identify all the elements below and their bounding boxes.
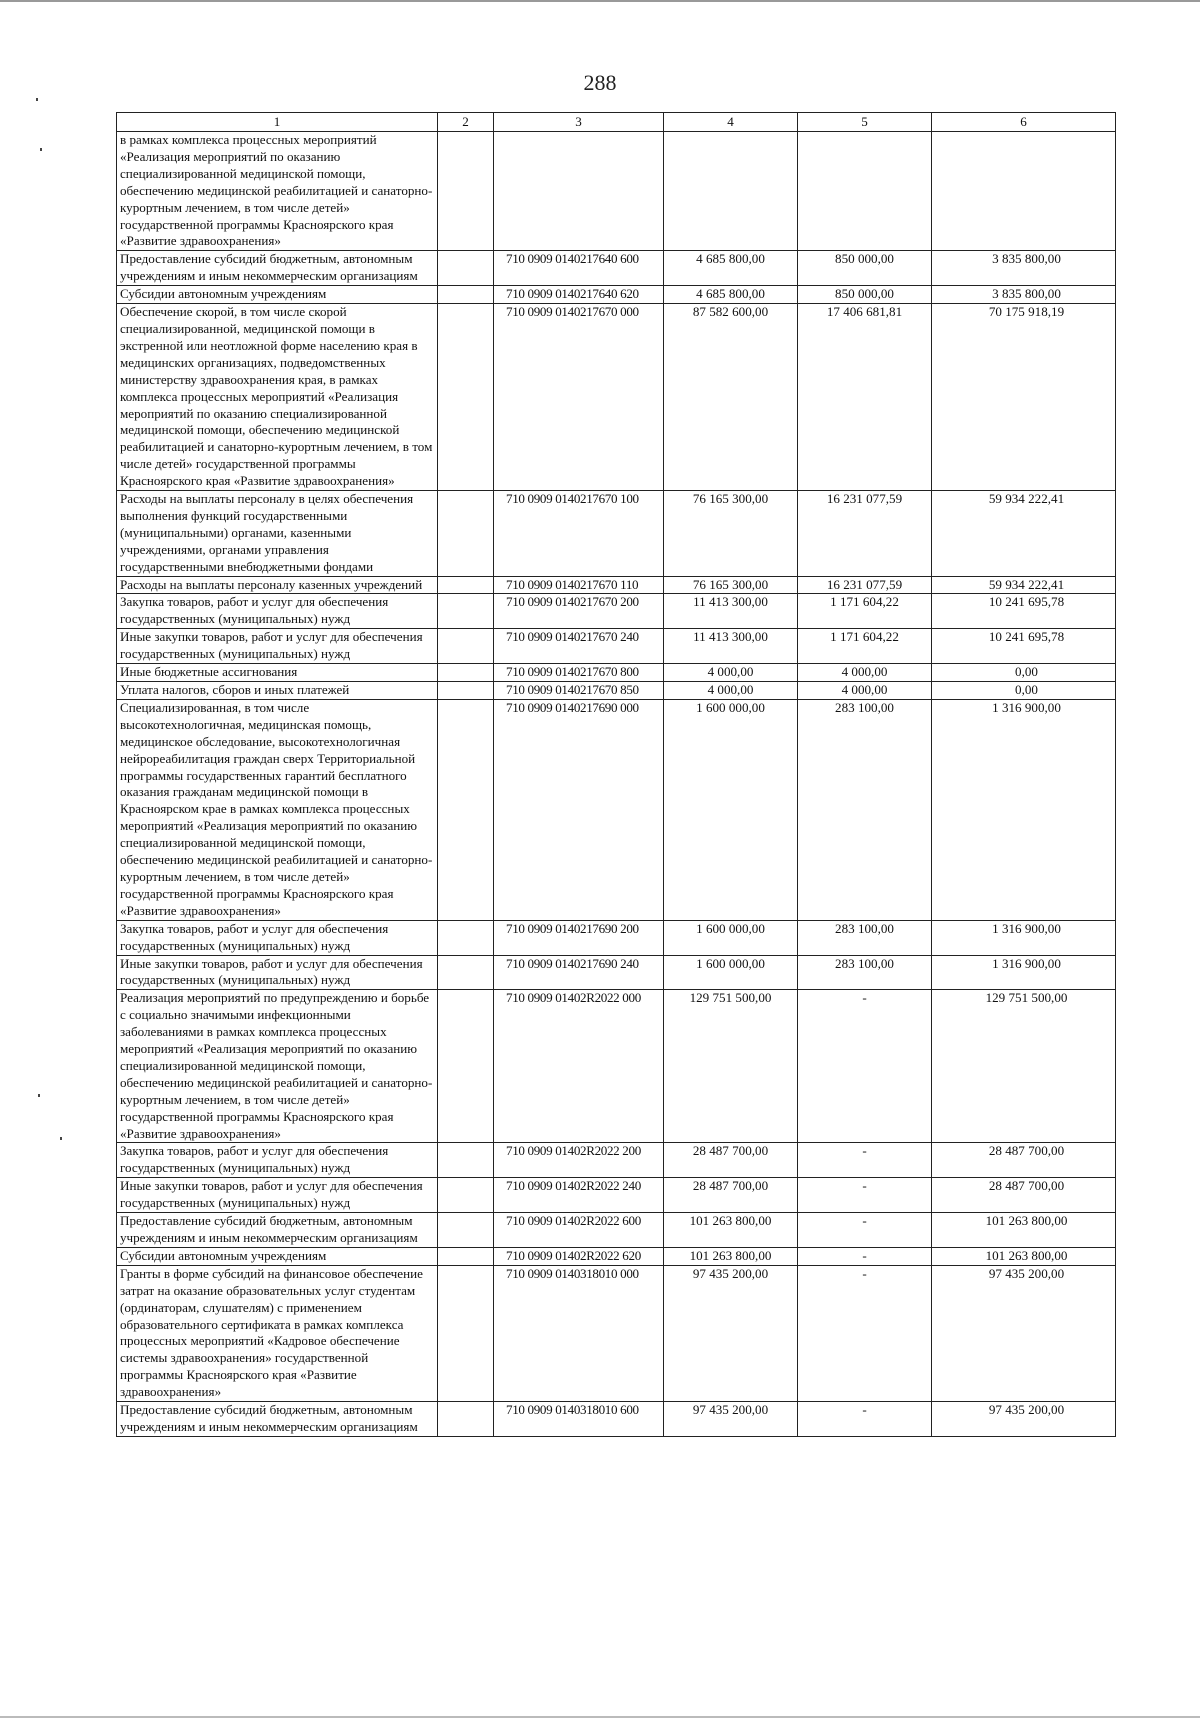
row-name-cell: Иные закупки товаров, работ и услуг для обеспечения государственных (муниципальных) нужд <box>117 629 438 664</box>
row-col2-cell <box>438 920 494 955</box>
row-name-cell: Закупка товаров, работ и услуг для обеспечения государственных (муниципальных) нужд <box>117 1143 438 1178</box>
row-executed-cell: 1 171 604,22 <box>798 594 932 629</box>
row-name-cell: Предоставление субсидий бюджетным, автономным учреждениям и иным некоммерческим организациям <box>117 251 438 286</box>
row-executed-cell: 4 000,00 <box>798 664 932 682</box>
row-executed-cell: - <box>798 1178 932 1213</box>
header-col-1: 1 <box>117 113 438 132</box>
row-name-cell: Закупка товаров, работ и услуг для обеспечения государственных (муниципальных) нужд <box>117 920 438 955</box>
row-code-cell <box>494 132 664 251</box>
row-remaining-cell: 0,00 <box>932 664 1116 682</box>
row-code-cell: 710 0909 01402R2022 600 <box>494 1213 664 1248</box>
scan-speck <box>60 1137 62 1140</box>
row-col2-cell <box>438 1213 494 1248</box>
row-name-cell: Предоставление субсидий бюджетным, автономным учреждениям и иным некоммерческим организациям <box>117 1213 438 1248</box>
row-amount-cell: 1 600 000,00 <box>664 955 798 990</box>
row-col2-cell <box>438 286 494 304</box>
row-name-cell: Обеспечение скорой, в том числе скорой специализированной, медицинской помощи в экстренной или неотложной форме населению края в медицинских организациях, подведомственных министерству здравоохранения края, в рамках комплекса процессных мероприятий «Реализация мероприятий по оказанию специализированной медицинской помощи, обеспечению медицинской реабилитацией и санаторно-курортным лечением, в том числе детей» государственной программы Красноярского края «Развитие здравоохранения» <box>117 304 438 491</box>
row-name-cell: Расходы на выплаты персоналу казенных учреждений <box>117 576 438 594</box>
row-name-cell: Реализация мероприятий по предупреждению и борьбе с социально значимыми инфекционными заболеваниями в рамках комплекса процессных мероприятий «Реализация мероприятий по оказанию специализированной медицинской помощи, обеспечению медицинской реабилитацией и санаторно-курортным лечением, в том числе детей» государственной программы Красноярского края «Развитие здравоохранения» <box>117 990 438 1143</box>
row-executed-cell: - <box>798 1213 932 1248</box>
row-code-cell: 710 0909 0140217690 200 <box>494 920 664 955</box>
table-row <box>117 1143 1116 1178</box>
row-col2-cell <box>438 699 494 920</box>
row-amount-cell: 11 413 300,00 <box>664 594 798 629</box>
row-remaining-cell: 59 934 222,41 <box>932 491 1116 577</box>
row-executed-cell: 283 100,00 <box>798 955 932 990</box>
row-amount-cell: 76 165 300,00 <box>664 576 798 594</box>
row-amount-cell: 4 685 800,00 <box>664 251 798 286</box>
row-remaining-cell: 0,00 <box>932 682 1116 700</box>
row-remaining-cell <box>932 132 1116 251</box>
row-remaining-cell: 101 263 800,00 <box>932 1213 1116 1248</box>
row-code-cell: 710 0909 0140217670 800 <box>494 664 664 682</box>
row-name-cell: Расходы на выплаты персоналу в целях обеспечения выполнения функций государственными (муниципальными) органами, казенными учреждениями, органами управления государственными внебюджетными фондами <box>117 491 438 577</box>
row-executed-cell: - <box>798 1247 932 1265</box>
row-code-cell: 710 0909 0140217670 850 <box>494 682 664 700</box>
row-amount-cell: 1 600 000,00 <box>664 920 798 955</box>
row-col2-cell <box>438 664 494 682</box>
row-remaining-cell: 1 316 900,00 <box>932 699 1116 920</box>
row-executed-cell: 16 231 077,59 <box>798 576 932 594</box>
row-col2-cell <box>438 576 494 594</box>
row-amount-cell: 101 263 800,00 <box>664 1247 798 1265</box>
row-executed-cell: - <box>798 1402 932 1437</box>
row-remaining-cell: 10 241 695,78 <box>932 594 1116 629</box>
table-row <box>117 629 1116 664</box>
header-col-5: 5 <box>798 113 932 132</box>
table-row <box>117 955 1116 990</box>
row-amount-cell: 1 600 000,00 <box>664 699 798 920</box>
row-amount-cell: 97 435 200,00 <box>664 1265 798 1401</box>
row-code-cell: 710 0909 01402R2022 000 <box>494 990 664 1143</box>
row-col2-cell <box>438 1402 494 1437</box>
row-code-cell: 710 0909 01402R2022 620 <box>494 1247 664 1265</box>
row-executed-cell: 17 406 681,81 <box>798 304 932 491</box>
table-row <box>117 699 1116 920</box>
row-col2-cell <box>438 990 494 1143</box>
row-amount-cell: 97 435 200,00 <box>664 1402 798 1437</box>
row-code-cell: 710 0909 0140318010 600 <box>494 1402 664 1437</box>
row-col2-cell <box>438 1143 494 1178</box>
header-col-6: 6 <box>932 113 1116 132</box>
row-amount-cell: 76 165 300,00 <box>664 491 798 577</box>
row-code-cell: 710 0909 0140217670 100 <box>494 491 664 577</box>
table-row <box>117 286 1116 304</box>
row-amount-cell: 11 413 300,00 <box>664 629 798 664</box>
row-name-cell: Иные закупки товаров, работ и услуг для обеспечения государственных (муниципальных) нужд <box>117 955 438 990</box>
row-name-cell: Иные бюджетные ассигнования <box>117 664 438 682</box>
row-name-cell: в рамках комплекса процессных мероприятий «Реализация мероприятий по оказанию специализированной медицинской помощи, обеспечению медицинской реабилитацией и санаторно-курортным лечением, в том числе детей» государственной программы Красноярского края «Развитие здравоохранения» <box>117 132 438 251</box>
table-row <box>117 682 1116 700</box>
header-col-4: 4 <box>664 113 798 132</box>
row-col2-cell <box>438 1178 494 1213</box>
table-row <box>117 1247 1116 1265</box>
scan-speck <box>36 98 38 101</box>
row-name-cell: Субсидии автономным учреждениям <box>117 286 438 304</box>
row-remaining-cell: 129 751 500,00 <box>932 990 1116 1143</box>
row-code-cell: 710 0909 0140217640 620 <box>494 286 664 304</box>
table-header-row <box>117 113 1116 132</box>
table-row <box>117 920 1116 955</box>
row-executed-cell <box>798 132 932 251</box>
row-remaining-cell: 59 934 222,41 <box>932 576 1116 594</box>
table-row <box>117 491 1116 577</box>
row-executed-cell: 1 171 604,22 <box>798 629 932 664</box>
scan-top-edge <box>0 0 1200 2</box>
row-remaining-cell: 1 316 900,00 <box>932 920 1116 955</box>
row-executed-cell: 850 000,00 <box>798 251 932 286</box>
row-remaining-cell: 28 487 700,00 <box>932 1143 1116 1178</box>
table-row <box>117 132 1116 251</box>
header-col-3: 3 <box>494 113 664 132</box>
row-col2-cell <box>438 1247 494 1265</box>
row-code-cell: 710 0909 0140217690 000 <box>494 699 664 920</box>
row-executed-cell: 4 000,00 <box>798 682 932 700</box>
row-executed-cell: 283 100,00 <box>798 699 932 920</box>
page-number: 288 <box>583 70 617 95</box>
row-remaining-cell: 1 316 900,00 <box>932 955 1116 990</box>
row-remaining-cell: 3 835 800,00 <box>932 286 1116 304</box>
row-code-cell: 710 0909 01402R2022 240 <box>494 1178 664 1213</box>
table-row <box>117 304 1116 491</box>
scan-speck <box>40 148 42 151</box>
row-amount-cell: 4 685 800,00 <box>664 286 798 304</box>
row-remaining-cell: 97 435 200,00 <box>932 1265 1116 1401</box>
row-col2-cell <box>438 594 494 629</box>
table-row <box>117 1402 1116 1437</box>
table-body <box>117 132 1116 1437</box>
row-code-cell: 710 0909 0140217670 200 <box>494 594 664 629</box>
budget-table <box>116 112 1116 1437</box>
row-code-cell: 710 0909 0140318010 000 <box>494 1265 664 1401</box>
table-row <box>117 1178 1116 1213</box>
row-code-cell: 710 0909 0140217670 000 <box>494 304 664 491</box>
row-executed-cell: - <box>798 1265 932 1401</box>
table-row <box>117 594 1116 629</box>
table-row <box>117 1265 1116 1401</box>
row-col2-cell <box>438 491 494 577</box>
table-row <box>117 1213 1116 1248</box>
table-row <box>117 251 1116 286</box>
row-amount-cell: 4 000,00 <box>664 664 798 682</box>
row-code-cell: 710 0909 01402R2022 200 <box>494 1143 664 1178</box>
row-remaining-cell: 3 835 800,00 <box>932 251 1116 286</box>
row-col2-cell <box>438 955 494 990</box>
row-code-cell: 710 0909 0140217690 240 <box>494 955 664 990</box>
row-remaining-cell: 28 487 700,00 <box>932 1178 1116 1213</box>
table-row <box>117 576 1116 594</box>
row-col2-cell <box>438 304 494 491</box>
row-amount-cell: 87 582 600,00 <box>664 304 798 491</box>
table-row <box>117 664 1116 682</box>
row-col2-cell <box>438 629 494 664</box>
budget-table-wrapper <box>116 112 1115 1437</box>
row-col2-cell <box>438 682 494 700</box>
row-amount-cell <box>664 132 798 251</box>
scan-bottom-edge <box>0 1716 1200 1718</box>
header-col-2: 2 <box>438 113 494 132</box>
row-name-cell: Иные закупки товаров, работ и услуг для обеспечения государственных (муниципальных) нужд <box>117 1178 438 1213</box>
row-amount-cell: 4 000,00 <box>664 682 798 700</box>
row-executed-cell: - <box>798 990 932 1143</box>
table-row <box>117 990 1116 1143</box>
row-name-cell: Гранты в форме субсидий на финансовое обеспечение затрат на оказание образовательных услуг студентам (ординаторам, слушателям) с применением образовательного сертификата в рамках комплекса процессных мероприятий «Кадровое обеспечение системы здравоохранения» государственной программы Красноярского края «Развитие здравоохранения» <box>117 1265 438 1401</box>
row-amount-cell: 28 487 700,00 <box>664 1143 798 1178</box>
row-name-cell: Субсидии автономным учреждениям <box>117 1247 438 1265</box>
row-remaining-cell: 70 175 918,19 <box>932 304 1116 491</box>
row-executed-cell: 16 231 077,59 <box>798 491 932 577</box>
row-col2-cell <box>438 1265 494 1401</box>
row-amount-cell: 101 263 800,00 <box>664 1213 798 1248</box>
row-name-cell: Закупка товаров, работ и услуг для обеспечения государственных (муниципальных) нужд <box>117 594 438 629</box>
row-code-cell: 710 0909 0140217640 600 <box>494 251 664 286</box>
row-amount-cell: 129 751 500,00 <box>664 990 798 1143</box>
row-executed-cell: - <box>798 1143 932 1178</box>
row-code-cell: 710 0909 0140217670 110 <box>494 576 664 594</box>
row-executed-cell: 283 100,00 <box>798 920 932 955</box>
row-col2-cell <box>438 132 494 251</box>
row-remaining-cell: 97 435 200,00 <box>932 1402 1116 1437</box>
row-name-cell: Уплата налогов, сборов и иных платежей <box>117 682 438 700</box>
row-name-cell: Предоставление субсидий бюджетным, автономным учреждениям и иным некоммерческим организациям <box>117 1402 438 1437</box>
row-remaining-cell: 101 263 800,00 <box>932 1247 1116 1265</box>
row-name-cell: Специализированная, в том числе высокотехнологичная, медицинская помощь, медицинское обследование, высокотехнологичная нейрореабилитация граждан сверх Территориальной программы государственных гарантий бесплатного оказания гражданам медицинской помощи в Красноярском крае в рамках комплекса процессных мероприятий «Реализация мероприятий по оказанию специализированной медицинской помощи, обеспечению медицинской реабилитацией и санаторно-курортным лечением, в том числе детей» государственной программы Красноярского края «Развитие здравоохранения» <box>117 699 438 920</box>
row-col2-cell <box>438 251 494 286</box>
row-code-cell: 710 0909 0140217670 240 <box>494 629 664 664</box>
row-amount-cell: 28 487 700,00 <box>664 1178 798 1213</box>
scan-speck <box>38 1094 40 1097</box>
row-remaining-cell: 10 241 695,78 <box>932 629 1116 664</box>
row-executed-cell: 850 000,00 <box>798 286 932 304</box>
